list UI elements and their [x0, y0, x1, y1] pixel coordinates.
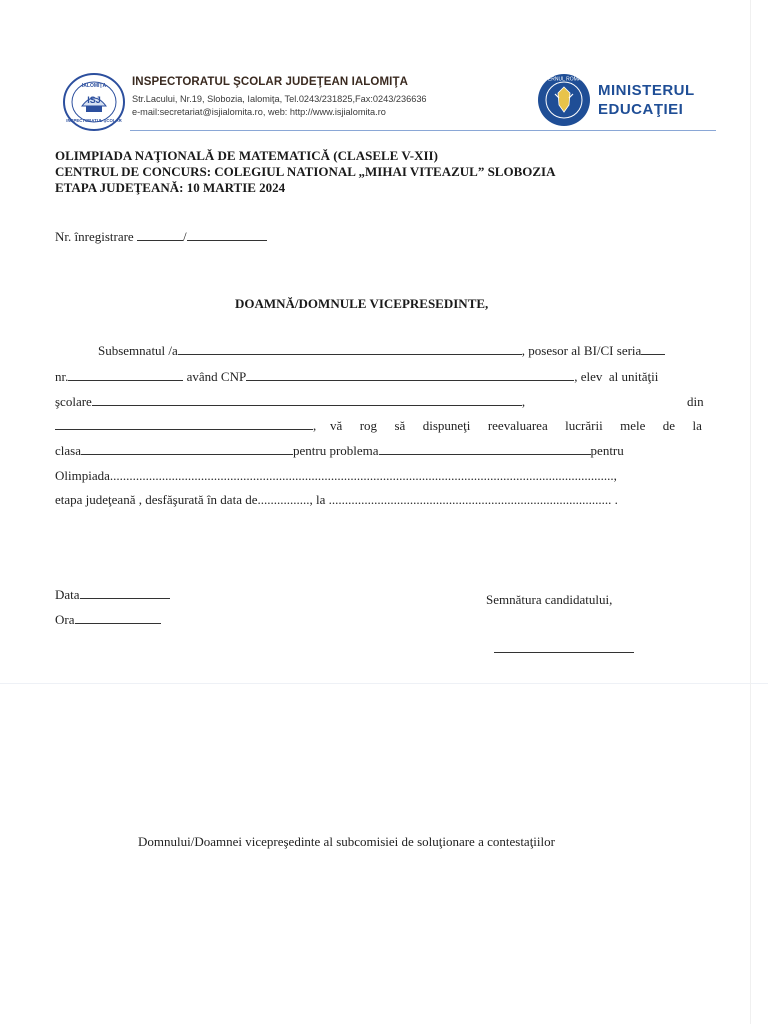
form-line-3: [55, 394, 525, 410]
salutation: DOAMNĂ/DOMNULE VICEPRESEDINTE,: [235, 296, 489, 311]
request-word: lucrării: [565, 418, 603, 433]
school-comma: ,: [521, 394, 526, 409]
date-field[interactable]: [80, 587, 170, 599]
school-label: şcolare: [55, 394, 92, 409]
cnp-label: având CNP: [186, 369, 247, 384]
contest-center: CENTRUL DE CONCURS: COLEGIUL NATIONAL „MIHAI VITEAZUL” SLOBOZIA: [55, 164, 556, 179]
time-field[interactable]: [75, 612, 161, 624]
time-label: Ora: [55, 612, 75, 627]
isj-logo-bottom-text: INSPECTORATUL ŞCOLAR: [66, 118, 122, 123]
request-word: rog: [359, 418, 378, 433]
id-series-label: , posesor al BI/CI seria: [521, 343, 642, 358]
ministry-seal: [536, 72, 592, 128]
isj-logo-top-text: IALOMIŢA: [81, 83, 107, 89]
from-label: din: [687, 394, 704, 409]
request-word: să: [394, 418, 406, 433]
id-number-field[interactable]: [68, 369, 183, 381]
isj-logo: [62, 72, 126, 132]
student-label: , elev: [574, 369, 603, 384]
stage-date: ETAPA JUDEŢEANĂ: 10 MARTIE 2024: [55, 180, 286, 195]
registration-blank-2[interactable]: [187, 229, 267, 241]
grade-field[interactable]: [81, 443, 293, 455]
number-label: nr.: [55, 369, 69, 384]
problem-label: pentru problema: [292, 443, 379, 458]
school-unit-label: al unităţii: [608, 369, 659, 384]
date-label: Data: [55, 587, 80, 602]
form-line-4: [55, 418, 316, 434]
school-field[interactable]: [92, 394, 522, 406]
signature-label: Semnătura candidatului,: [486, 592, 613, 607]
request-word: la: [692, 418, 702, 433]
header-divider: [130, 130, 716, 131]
request-word: reevaluarea: [487, 418, 548, 433]
isj-logo-center-text: ISJ: [87, 95, 101, 105]
signature-line[interactable]: [494, 652, 634, 653]
request-word: vă: [330, 418, 343, 433]
inspectorate-title: INSPECTORATUL ŞCOLAR JUDEŢEAN IALOMIŢA: [132, 76, 408, 88]
registration-number: [55, 229, 267, 245]
ministry-name-line1: MINISTERUL: [598, 82, 695, 99]
request-word: de: [662, 418, 676, 433]
time-row: [55, 612, 161, 628]
ministry-seal-text: GUVERNUL ROMÂNIEI: [537, 76, 591, 83]
name-field[interactable]: [178, 343, 522, 355]
registration-label: Nr. înregistrare: [55, 229, 134, 244]
stage-date-location-field[interactable]: etapa judeţeană , desfăşurată în data de................, la ....................................................................................... .: [55, 492, 618, 507]
form-line-5: [55, 443, 624, 459]
addressee-line: Domnului/Doamnei vicepreşedinte al subcomisiei de soluţionare a contestaţiilor: [138, 834, 555, 849]
form-line-2: [55, 369, 658, 385]
locality-comma: ,: [313, 418, 317, 433]
locality-field[interactable]: [55, 418, 313, 430]
form-line-1: [98, 343, 665, 359]
olympiad-title: OLIMPIADA NAŢIONALĂ DE MATEMATICĂ (CLASELE V-XII): [55, 148, 438, 163]
request-word: dispuneţi: [422, 418, 471, 433]
registration-blank-1[interactable]: [137, 229, 183, 241]
inspectorate-contact: e-mail:secretariat@isjialomita.ro, web: http://www.isjialomita.ro: [132, 107, 386, 117]
request-word: mele: [620, 418, 646, 433]
olympiad-field[interactable]: Olimpiada...........................................................................................................................................................,: [55, 468, 617, 483]
problem-field[interactable]: [379, 443, 591, 455]
inspectorate-address: Str.Lacului, Nr.19, Slobozia, Ialomiţa, Tel.0243/231825,Fax:0243/236636: [132, 94, 427, 104]
undersigned-label: Subsemnatul /a: [98, 343, 178, 358]
id-series-field[interactable]: [641, 343, 665, 355]
scan-fold-line: [0, 683, 768, 684]
date-row: [55, 587, 170, 603]
scan-edge-line: [750, 0, 751, 1024]
registration-separator: /: [182, 229, 187, 244]
request-text: [330, 418, 702, 434]
grade-label: clasa: [55, 443, 81, 458]
ministry-name-line2: EDUCAŢIEI: [598, 101, 684, 118]
cnp-field[interactable]: [246, 369, 574, 381]
for-label: pentru: [590, 443, 624, 458]
